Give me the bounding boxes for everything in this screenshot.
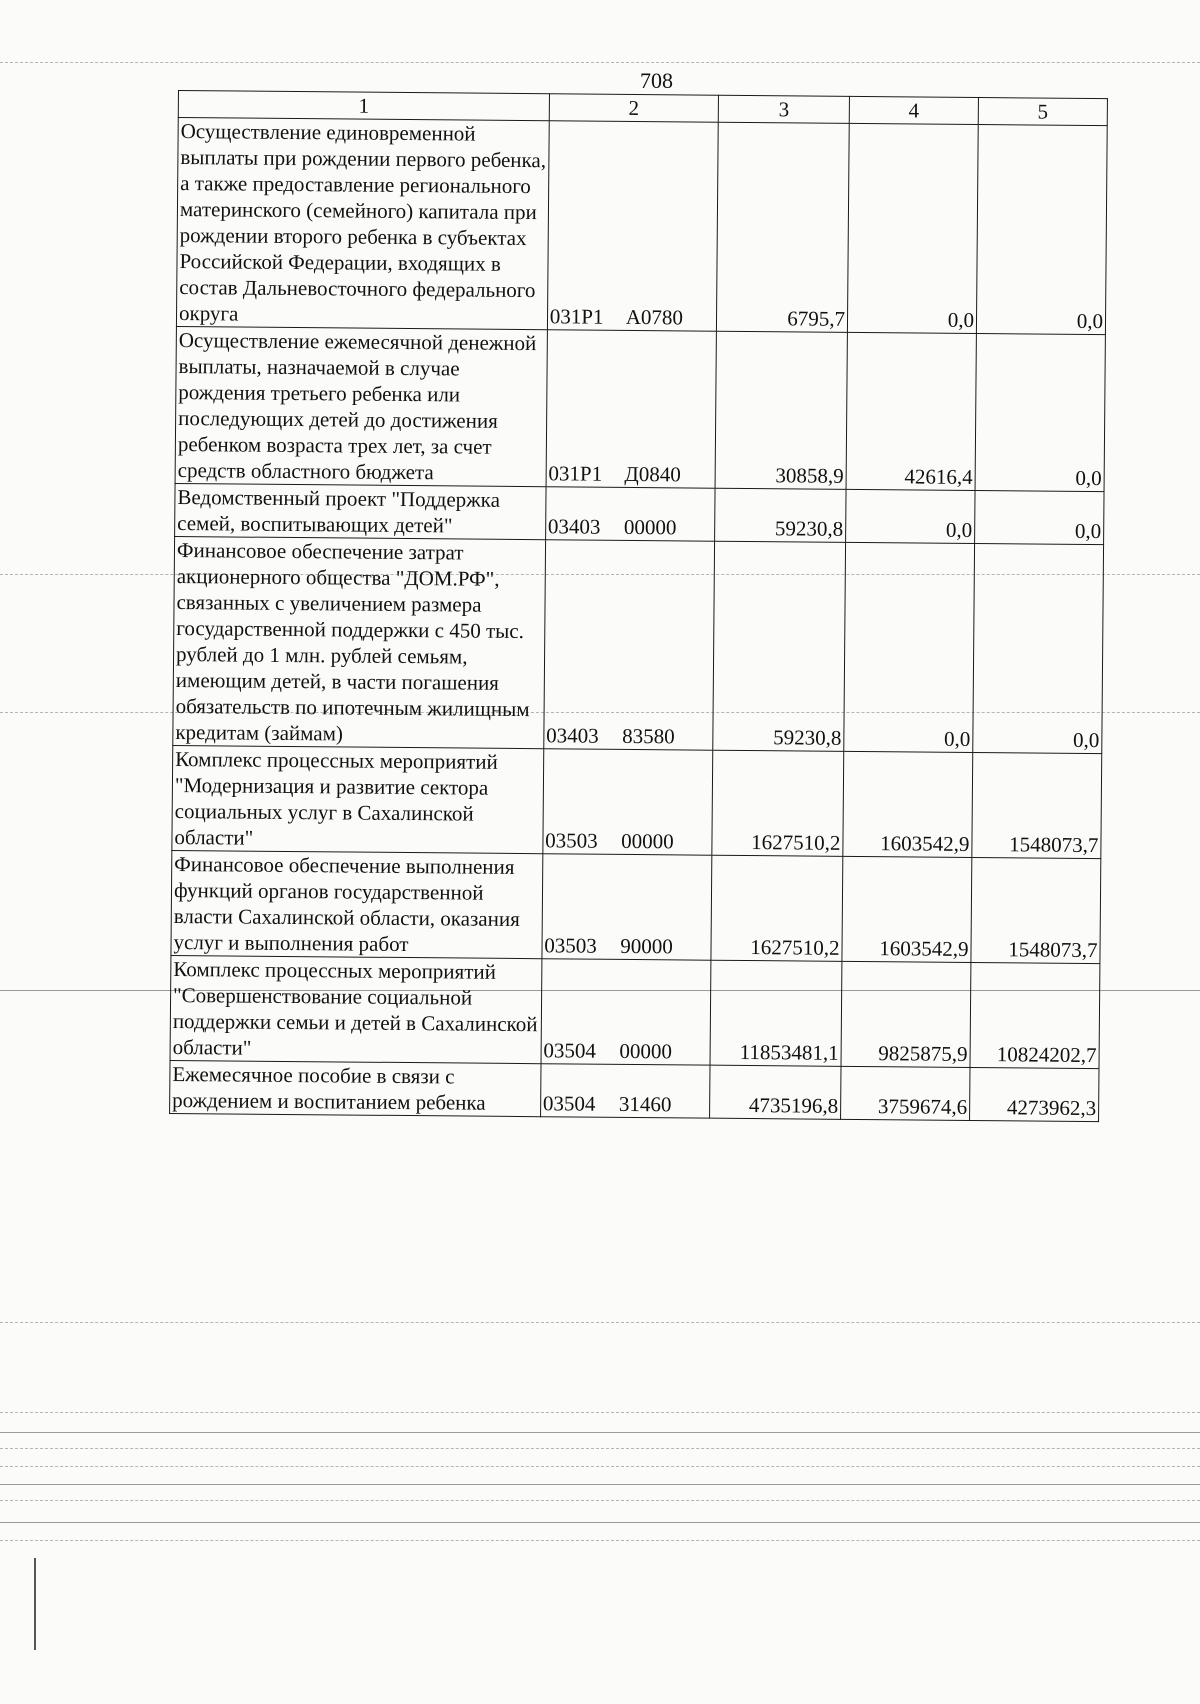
row-name: Комплекс процессных мероприятий "Совершенствование социальной поддержки семьи и детей в Сахалинской области" <box>170 955 542 1063</box>
table-row <box>175 483 1104 544</box>
table-row <box>171 850 1101 963</box>
row-code-direction: A0780 <box>625 304 684 330</box>
row-value-col5: 10824202,7 <box>970 962 1100 1068</box>
scan-margin-line <box>34 1558 36 1650</box>
scan-artifact-line <box>0 62 1200 63</box>
table-row <box>176 118 1107 335</box>
row-code-direction: 83580 <box>622 723 675 749</box>
row-value-col5: 1548073,7 <box>972 752 1102 858</box>
row-code-program: 03504 <box>542 1091 596 1116</box>
column-header: 5 <box>978 97 1107 125</box>
row-value-col4: 9825875,9 <box>841 961 971 1067</box>
row-code-program: 031P1 <box>548 461 603 486</box>
row-code-program: 03403 <box>547 514 601 539</box>
row-value-col3: 59230,8 <box>715 488 846 542</box>
scan-artifact-line <box>0 1500 1200 1501</box>
table-row <box>173 536 1104 753</box>
row-code <box>541 959 711 1065</box>
table-row <box>175 326 1105 491</box>
row-value-col3: 4735196,8 <box>710 1065 841 1119</box>
row-name: Комплекс процессных мероприятий "Модернизация и развитие сектора социальных услуг в Сахалинской области" <box>172 745 544 853</box>
column-header: 4 <box>849 96 978 124</box>
row-name: Финансовое обеспечение затрат акционерного общества "ДОМ.РФ", связанных с увеличением размера государственной поддержки с 450 тыс. рублей до 1 млн. рублей семьям, имеющим детей, в части погашения обязательств по ипотечным жилищным кредитам (займам) <box>173 536 546 748</box>
row-value-col4: 3759674,6 <box>841 1066 970 1120</box>
row-code-program: 031P1 <box>549 304 604 329</box>
row-code-program: 03503 <box>544 933 597 958</box>
row-name: Осуществление единовременной выплаты при рождении первого ребенка, а также предоставление регионального материнского (семейного) капитала при рождении второго ребенка в субъектах Российской Федерации, входящих в состав Дальневосточного федерального округа <box>176 118 549 330</box>
row-value-col5: 0,0 <box>976 124 1107 334</box>
row-code <box>545 487 715 541</box>
row-code <box>540 1064 710 1118</box>
row-value-col4: 0,0 <box>844 542 975 752</box>
row-code-direction: 00000 <box>619 1038 673 1064</box>
column-header: 1 <box>178 91 549 121</box>
row-value-col4: 1603542,9 <box>843 751 973 857</box>
scan-artifact-line <box>0 1484 1200 1485</box>
row-value-col5: 0,0 <box>975 333 1105 491</box>
row-value-col3: 11853481,1 <box>710 960 842 1066</box>
row-code-program: 03403 <box>546 723 599 748</box>
row-value-col4: 42616,4 <box>846 332 976 490</box>
budget-table <box>169 90 1108 1122</box>
row-code-direction: Д0840 <box>624 461 681 487</box>
page-number: 708 <box>640 68 673 93</box>
row-code <box>547 121 718 331</box>
row-code <box>544 540 715 750</box>
row-name: Финансовое обеспечение выполнения функций органов государственной власти Сахалинской области, оказания услуг и выполнения работ <box>171 850 543 958</box>
row-code <box>543 749 713 855</box>
row-value-col3: 6795,7 <box>716 122 849 332</box>
scan-artifact-line <box>0 1522 1200 1523</box>
row-code <box>546 330 717 488</box>
row-value-col5: 4273962,3 <box>970 1067 1099 1121</box>
row-value-col3: 1627510,2 <box>712 750 844 856</box>
row-name: Ведомственный проект "Поддержка семей, воспитывающих детей" <box>175 483 546 539</box>
row-value-col4: 0,0 <box>847 123 978 333</box>
table-row <box>170 955 1100 1068</box>
scan-artifact-line <box>0 1322 1200 1323</box>
row-name: Ежемесячное пособие в связи с рождением и воспитанием ребенка <box>170 1060 541 1116</box>
row-value-col3: 1627510,2 <box>711 855 843 961</box>
scan-artifact-line <box>0 1448 1200 1449</box>
row-value-col5: 0,0 <box>973 543 1104 753</box>
row-value-col4: 0,0 <box>846 489 975 543</box>
row-code-direction: 00000 <box>623 514 677 540</box>
table-row <box>170 1060 1099 1121</box>
row-value-col4: 1603542,9 <box>842 856 972 962</box>
row-code-direction: 90000 <box>620 933 673 959</box>
row-value-col3: 59230,8 <box>713 541 846 751</box>
row-code-program: 03503 <box>545 828 598 853</box>
table-row <box>172 745 1102 858</box>
scan-artifact-line <box>0 1466 1200 1467</box>
scan-artifact-line <box>0 1540 1200 1541</box>
row-name: Осуществление ежемесячной денежной выплаты, назначаемой в случае рождения третьего ребенка или последующих детей до достижения ребенком возраста трех лет, за счет средств областного бюджета <box>175 326 547 486</box>
scan-artifact-line <box>0 1432 1200 1433</box>
row-value-col3: 30858,9 <box>715 331 847 489</box>
column-header: 2 <box>549 94 718 122</box>
column-header: 3 <box>718 95 849 123</box>
row-value-col5: 1548073,7 <box>971 857 1101 963</box>
scan-artifact-line <box>0 1412 1200 1413</box>
row-value-col5: 0,0 <box>975 490 1104 544</box>
row-code <box>542 854 712 960</box>
row-code-program: 03504 <box>543 1038 597 1063</box>
row-code-direction: 31460 <box>618 1091 672 1117</box>
row-code-direction: 00000 <box>621 828 674 854</box>
